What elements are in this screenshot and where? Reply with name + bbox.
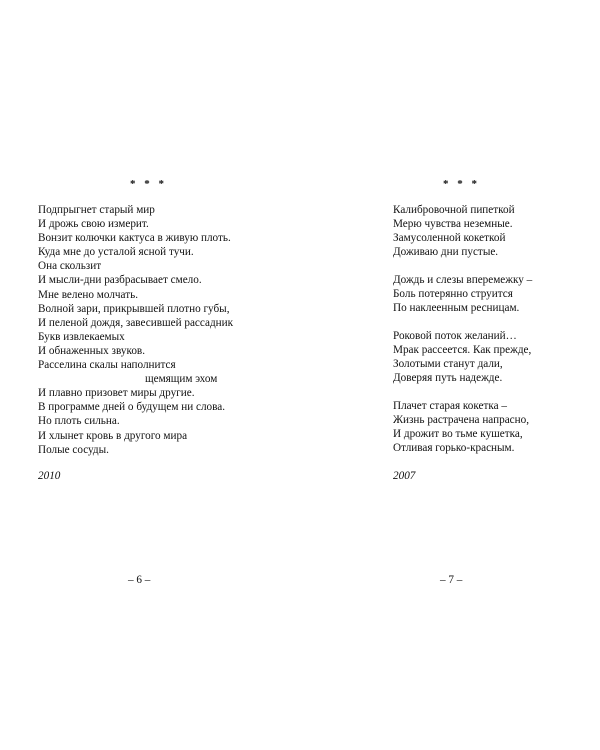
poem-line: Полые сосуды.	[38, 443, 109, 456]
poem-line: Вонзит колючки кактуса в живую плоть.	[38, 232, 231, 245]
poem-line: Калибровочной пипеткой	[393, 204, 515, 216]
poem-line: И пеленой дождя, завесившей рассадник	[38, 316, 234, 329]
poem-line: Но плоть сильна.	[38, 415, 120, 428]
poem-year: 2010	[38, 470, 61, 482]
poem-line: Куда мне до усталой ясной тучи.	[38, 246, 194, 259]
right-page	[300, 0, 600, 750]
poem-line-indented: щемящим эхом	[145, 373, 218, 386]
poem-line: И обнаженных звуков.	[38, 344, 145, 357]
page-number: – 7 –	[440, 574, 463, 586]
poem-line: И дрожит во тьме кушетка,	[393, 428, 523, 441]
poem-line: Расселина скалы наполнится	[38, 359, 176, 372]
poem-line: Замусоленной кокеткой	[393, 232, 506, 245]
poem-line: И дрожь свою измерит.	[38, 218, 149, 231]
page-number: – 6 –	[128, 574, 151, 586]
poem-line: Отливая горько-красным.	[393, 442, 515, 455]
stanza-4	[393, 399, 529, 455]
poem-line: Роковой поток желаний…	[393, 330, 517, 342]
poem-line: И плавно призовет миры другие.	[38, 387, 195, 400]
poem-line: Доверяя путь надежде.	[393, 372, 503, 385]
stanza-3	[393, 329, 531, 385]
poem-line: Мерю чувства неземные.	[393, 218, 513, 231]
poem-line: И мысли-дни разбрасывает смело.	[38, 274, 202, 287]
poem-year: 2007	[393, 470, 416, 482]
poem-line: Подпрыгнет старый мир	[38, 204, 155, 216]
poem-line: В программе дней о будущем ни слова.	[38, 401, 226, 414]
poem-line: Дождь и слезы вперемежку –	[393, 274, 533, 286]
poem-line: Букв извлекаемых	[38, 330, 125, 343]
poem-line: Плачет старая кокетка –	[393, 400, 508, 412]
poem-line: По наклеенным ресницам.	[393, 302, 520, 315]
section-stars: * * *	[443, 178, 480, 190]
stanza-2	[393, 273, 532, 315]
poem-body	[38, 203, 233, 457]
poem-line: Доживаю дни пустые.	[393, 246, 499, 259]
stanza-1	[393, 203, 515, 259]
poem-line: Она скользит	[38, 260, 102, 273]
poem-line: Золотыми станут дали,	[393, 358, 503, 371]
poem-line: Мрак рассеется. Как прежде,	[393, 344, 532, 357]
poem-line: И хлынет кровь в другого мира	[38, 429, 188, 442]
poem-line: Мне велено молчать.	[38, 288, 139, 301]
poem-line: Волной зари, прикрывшей плотно губы,	[38, 302, 230, 315]
section-stars: * * *	[130, 178, 167, 190]
poem-line: Боль потерянно струится	[393, 288, 513, 301]
poem-line: Жизнь растрачена напрасно,	[393, 414, 530, 427]
